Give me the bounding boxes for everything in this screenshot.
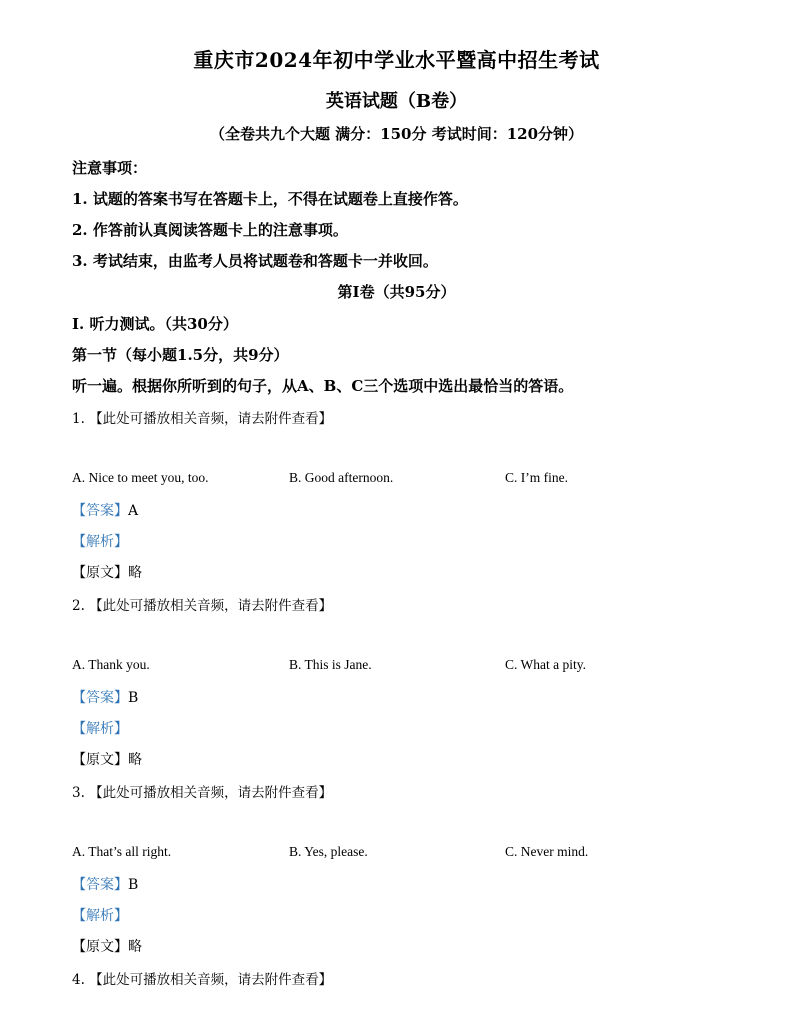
question-1-prompt: 1. 【此处可播放相关音频，请去附件查看】 [72, 411, 333, 427]
answer-value: B [128, 877, 139, 893]
question-2-option-a: A. Thank you. [72, 657, 150, 672]
question-1-original [72, 562, 142, 582]
question-2-prompt: 2. 【此处可播放相关音频，请去附件查看】 [72, 598, 333, 614]
original-value: 略 [128, 565, 142, 581]
section-part: 第一节（每小题1.5分，共9分） [72, 346, 289, 364]
notice-item-3: 3. 考试结束，由监考人员将试题卷和答题卡一并收回。 [72, 252, 438, 270]
question-1-analysis-label: 【解析】 [72, 534, 128, 550]
question-2-analysis-label: 【解析】 [72, 721, 128, 737]
notice-item-2: 2. 作答前认真阅读答题卡上的注意事项。 [72, 221, 348, 239]
question-3-option-b: B. Yes, please. [289, 844, 368, 859]
section-instruction: 听一遍。根据你所听到的句子，从A、B、C三个选项中选出最恰当的答语。 [72, 377, 574, 395]
answer-value: A [128, 503, 139, 519]
original-label: 【原文】 [72, 939, 128, 955]
original-value: 略 [128, 752, 142, 768]
notice-heading: 注意事项： [72, 159, 148, 177]
question-2-original [72, 749, 142, 769]
question-1-option-c: C. I’m fine. [505, 470, 568, 485]
question-2-option-b: B. This is Jane. [289, 657, 372, 672]
question-3-analysis-label: 【解析】 [72, 908, 128, 924]
answer-value: B [128, 690, 139, 706]
question-2-option-c: C. What a pity. [505, 657, 586, 672]
exam-subtitle: 英语试题（B卷） [325, 91, 468, 112]
question-2-answer [72, 687, 138, 707]
answer-label: 【答案】 [72, 877, 128, 893]
question-3-answer [72, 874, 138, 894]
notice-item-1: 1. 试题的答案书写在答题卡上，不得在试题卷上直接作答。 [72, 190, 468, 208]
exam-info: （全卷共九个大题 满分：150分 考试时间：120分钟） [209, 125, 584, 143]
question-1-answer [72, 500, 138, 520]
answer-label: 【答案】 [72, 690, 128, 706]
question-3-prompt: 3. 【此处可播放相关音频，请去附件查看】 [72, 785, 333, 801]
volume-heading: 第Ⅰ卷（共95分） [337, 283, 456, 301]
question-3-option-c: C. Never mind. [505, 844, 589, 859]
original-label: 【原文】 [72, 752, 128, 768]
section-title: Ⅰ. 听力测试。（共30分） [72, 315, 238, 333]
exam-title: 重庆市2024年初中学业水平暨高中招生考试 [193, 48, 600, 72]
question-3-option-a: A. That’s all right. [72, 844, 172, 859]
original-value: 略 [128, 939, 142, 955]
answer-label: 【答案】 [72, 503, 128, 519]
question-4-prompt: 4. 【此处可播放相关音频，请去附件查看】 [72, 972, 333, 988]
question-1-option-a: A. Nice to meet you, too. [72, 470, 209, 485]
original-label: 【原文】 [72, 565, 128, 581]
question-3-original [72, 936, 142, 956]
question-1-option-b: B. Good afternoon. [289, 470, 394, 485]
